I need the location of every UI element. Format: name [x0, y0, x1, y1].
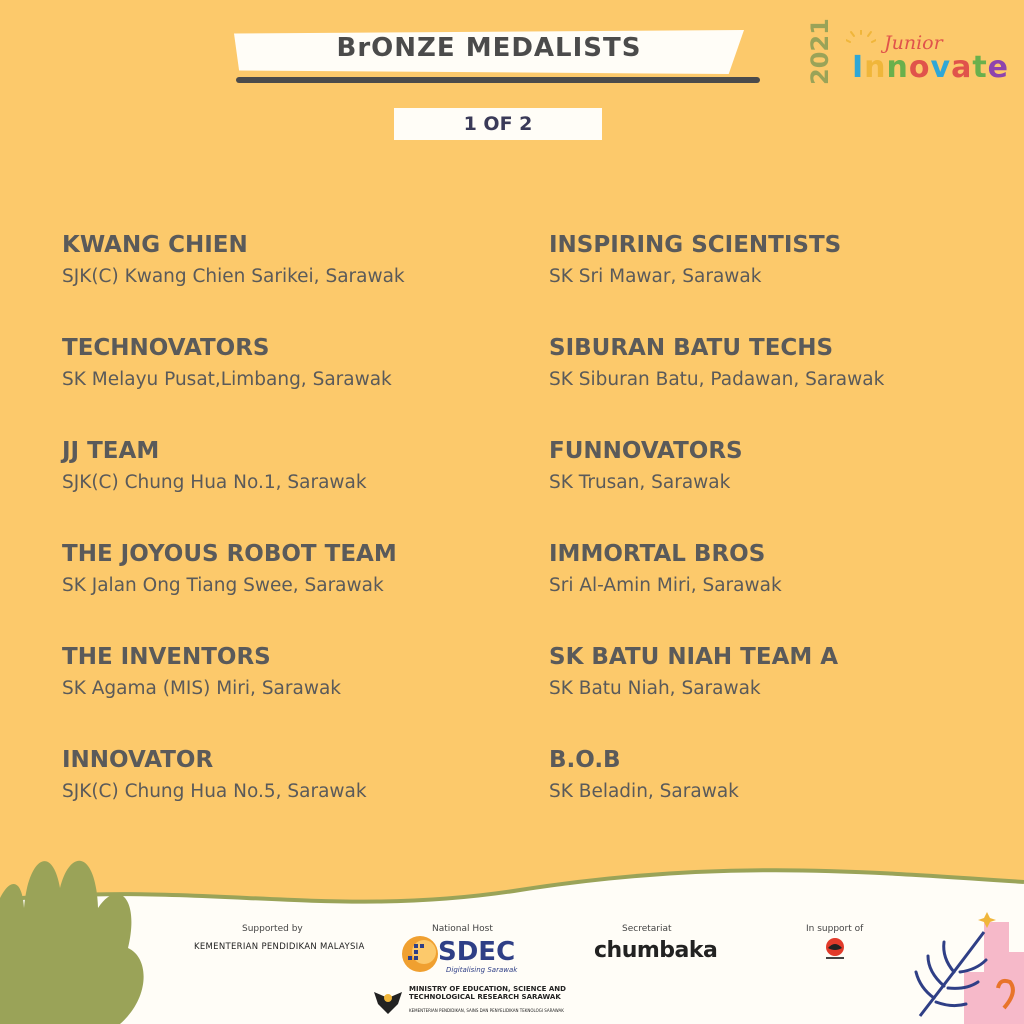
logo-junior: Junior [884, 32, 943, 54]
team-name: IMMORTAL BROS [549, 541, 766, 567]
list-item [62, 745, 502, 848]
support-logo-icon [822, 936, 848, 960]
school-name: SK Melayu Pusat,Limbang, Sarawak [62, 369, 392, 390]
sarawak-crest-icon [372, 984, 404, 1016]
list-item [62, 230, 502, 333]
school-name: SJK(C) Chung Hua No.1, Sarawak [62, 472, 367, 493]
ministry-logo [409, 985, 566, 1001]
list-item [62, 642, 502, 745]
school-name: Sri Al-Amin Miri, Sarawak [549, 575, 782, 596]
leaf-icon [0, 838, 160, 1024]
ministry-subtitle: KEMENTERIAN PENDIDIKAN, SAINS DAN PENYELIDIKAN TEKNOLOGI SARAWAK [409, 1008, 564, 1013]
school-name: SJK(C) Kwang Chien Sarikei, Sarawak [62, 266, 405, 287]
title-underline [236, 77, 760, 83]
sdec-logo-text: SDEC [438, 937, 516, 967]
chumbaka-text: chumbaka [594, 938, 718, 963]
team-name: SK BATU NIAH TEAM A [549, 644, 839, 670]
list-item [62, 539, 502, 642]
list-item [62, 436, 502, 539]
school-name: SK Jalan Ong Tiang Swee, Sarawak [62, 575, 384, 596]
decorative-branch-icon [914, 912, 1024, 1024]
team-name: THE INVENTORS [62, 644, 271, 670]
school-name: SK Agama (MIS) Miri, Sarawak [62, 678, 342, 699]
right-column [549, 230, 989, 848]
logo-year: 2021 [806, 18, 834, 85]
team-name: FUNNOVATORS [549, 438, 743, 464]
team-name: THE JOYOUS ROBOT TEAM [62, 541, 397, 567]
list-item [549, 230, 989, 333]
team-name: INNOVATOR [62, 747, 214, 773]
logo-sunburst-icon [846, 30, 876, 52]
in-support-label: In support of [806, 924, 864, 934]
page-title: BrONZE MEDALISTS [336, 33, 642, 63]
school-name: SK Beladin, Sarawak [549, 781, 739, 802]
page-indicator: 1 OF 2 [463, 113, 533, 135]
national-host-label: National Host [432, 924, 493, 934]
team-name: INSPIRING SCIENTISTS [549, 232, 842, 258]
supported-by-logo: KEMENTERIAN PENDIDIKAN MALAYSIA [194, 942, 365, 952]
list-item [549, 436, 989, 539]
team-name: KWANG CHIEN [62, 232, 248, 258]
team-name: JJ TEAM [62, 438, 160, 464]
secretariat-label: Secretariat [622, 924, 672, 934]
ministry-line1: MINISTRY OF EDUCATION, SCIENCE AND [409, 985, 566, 993]
left-column [62, 230, 502, 848]
school-name: SK Batu Niah, Sarawak [549, 678, 761, 699]
list-item [549, 539, 989, 642]
team-name: SIBURAN BATU TECHS [549, 335, 834, 361]
school-name: SK Trusan, Sarawak [549, 472, 731, 493]
ministry-line2: TECHNOLOGICAL RESEARCH SARAWAK [409, 993, 561, 1001]
logo-innovate: Innovate [852, 50, 1010, 85]
team-name: B.O.B [549, 747, 621, 773]
team-name: TECHNOVATORS [62, 335, 270, 361]
chumbaka-logo [594, 938, 717, 963]
list-item [549, 642, 989, 745]
list-item [62, 333, 502, 436]
sdec-tagline: Digitalising Sarawak [446, 966, 518, 974]
school-name: SJK(C) Chung Hua No.5, Sarawak [62, 781, 367, 802]
list-item [549, 745, 989, 848]
supported-by-label: Supported by [242, 924, 303, 934]
sdec-logo-icon [400, 934, 440, 974]
list-item [549, 333, 989, 436]
school-name: SK Sri Mawar, Sarawak [549, 266, 762, 287]
school-name: SK Siburan Batu, Padawan, Sarawak [549, 369, 885, 390]
